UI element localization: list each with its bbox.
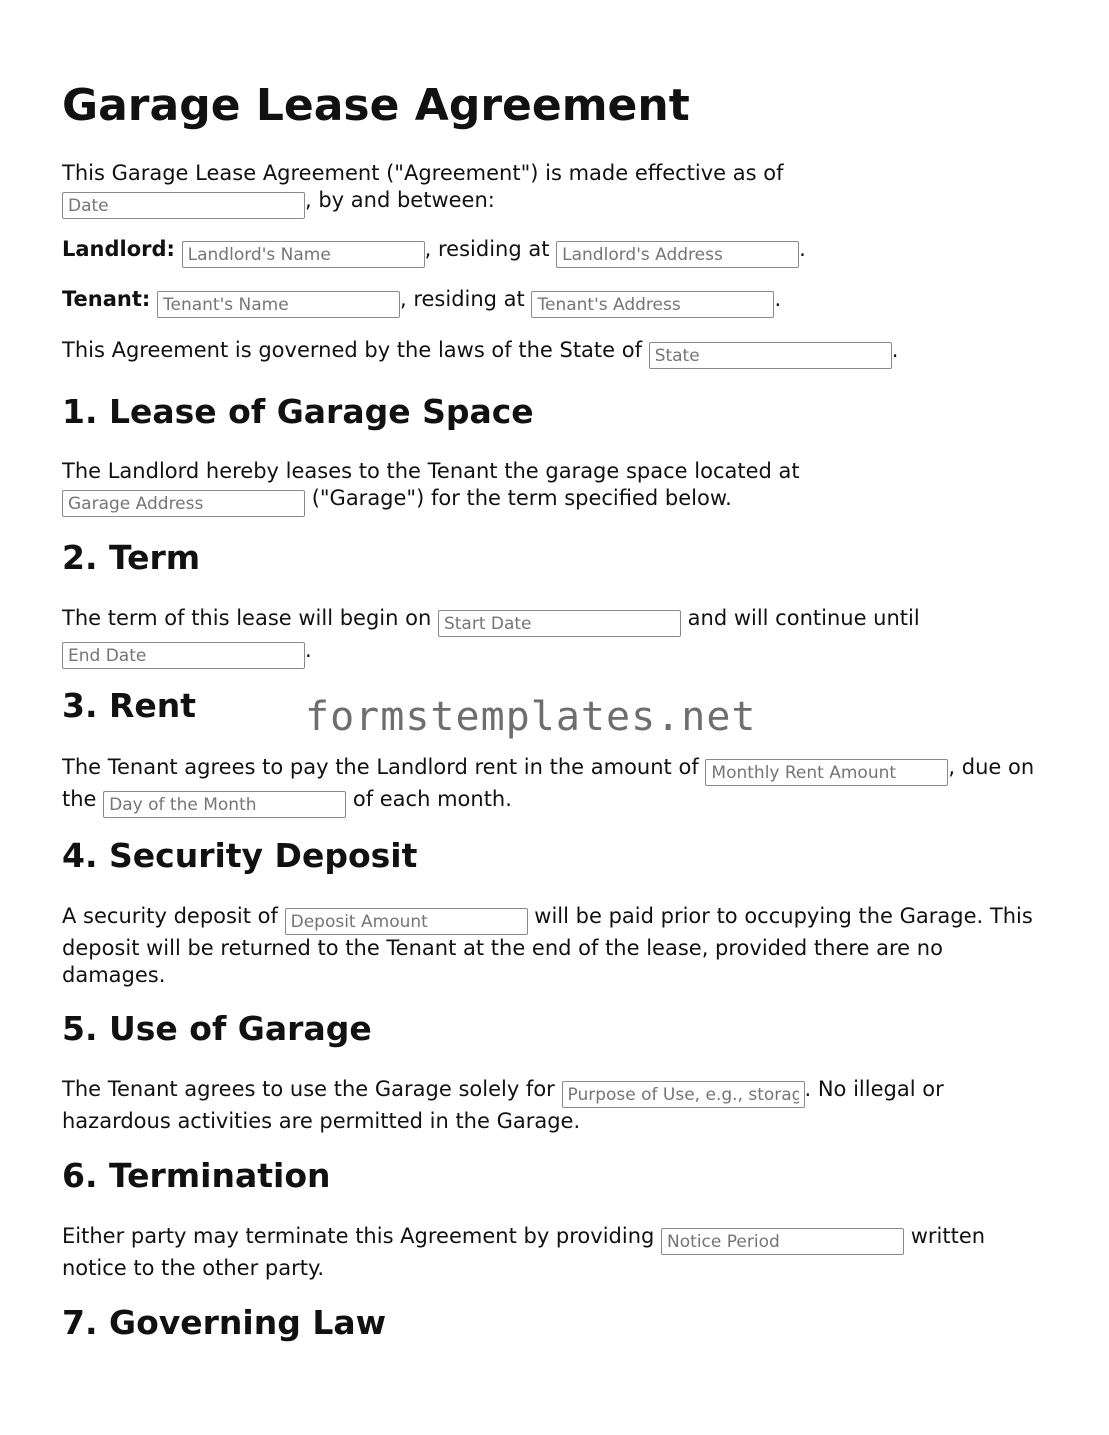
section-heading-law: 7. Governing Law <box>62 1303 387 1342</box>
start-date-input[interactable] <box>438 610 681 637</box>
landlord-label: Landlord: <box>62 237 175 261</box>
governed-line <box>62 337 1047 369</box>
monthly-rent-input[interactable] <box>705 759 948 786</box>
term-text: The term of this lease will begin on <box>62 606 432 630</box>
document-title: Garage Lease Agreement <box>62 80 690 131</box>
section-heading-rent: 3. Rent <box>62 686 197 725</box>
tenant-line <box>62 286 1047 318</box>
section-heading-termination: 6. Termination <box>62 1156 331 1195</box>
lease-paragraph <box>62 458 1047 517</box>
intro-text: This Garage Lease Agreement ("Agreement") is made effective as of <box>62 161 784 185</box>
tenant-end: . <box>774 287 782 311</box>
intro-paragraph <box>62 160 1047 219</box>
intro-text-after: , by and between: <box>305 188 495 212</box>
use-text: The Tenant agrees to use the Garage solely for <box>62 1077 555 1101</box>
landlord-address-input[interactable] <box>556 241 799 268</box>
rent-text-middle: , due on the <box>62 755 1035 811</box>
tenant-residing-text: , residing at <box>399 287 525 311</box>
watermark-text: formstemplates.net <box>305 694 757 740</box>
landlord-end: . <box>799 237 806 261</box>
lease-text-after: ("Garage") for the term specified below. <box>311 486 732 510</box>
landlord-residing-text: , residing at <box>424 237 550 261</box>
governed-text: This Agreement is governed by the laws of the State of <box>62 338 642 362</box>
deposit-text-after: will be paid prior to occupying the Garage. This deposit will be returned to the Tenant at the end of the lease, provided there are no damages. <box>62 904 1033 987</box>
term-end: . <box>305 638 312 662</box>
deposit-amount-input[interactable] <box>285 908 528 935</box>
tenant-address-input[interactable] <box>531 291 774 318</box>
landlord-name-input[interactable] <box>182 241 425 268</box>
tenant-name-input[interactable] <box>157 291 400 318</box>
notice-period-input[interactable] <box>661 1228 904 1255</box>
rent-paragraph <box>62 754 1047 818</box>
end-date-input[interactable] <box>62 642 305 669</box>
section-heading-term: 2. Term <box>62 538 201 577</box>
purpose-input[interactable] <box>562 1081 805 1108</box>
term-paragraph <box>62 605 1047 669</box>
governed-end: . <box>891 338 899 362</box>
termination-text-after: written notice to the other party. <box>62 1224 986 1280</box>
rent-text: The Tenant agrees to pay the Landlord rent in the amount of <box>62 755 699 779</box>
deposit-text: A security deposit of <box>62 904 278 928</box>
landlord-line <box>62 236 1047 268</box>
lease-text: The Landlord hereby leases to the Tenant the garage space located at <box>62 459 800 483</box>
termination-paragraph <box>62 1223 1047 1282</box>
section-heading-use: 5. Use of Garage <box>62 1009 372 1048</box>
garage-address-input[interactable] <box>62 490 305 517</box>
section-heading-deposit: 4. Security Deposit <box>62 836 418 875</box>
term-text-middle: and will continue until <box>687 606 920 630</box>
termination-text: Either party may terminate this Agreement by providing <box>62 1224 655 1248</box>
use-text-after: . No illegal or hazardous activities are permitted in the Garage. <box>62 1077 944 1133</box>
rent-day-input[interactable] <box>103 791 346 818</box>
use-paragraph <box>62 1076 1047 1135</box>
rent-text-after: of each month. <box>352 787 512 811</box>
state-input[interactable] <box>649 342 892 369</box>
deposit-paragraph <box>62 903 1047 989</box>
effective-date-input[interactable] <box>62 192 305 219</box>
tenant-label: Tenant: <box>62 287 151 311</box>
section-heading-lease: 1. Lease of Garage Space <box>62 392 534 431</box>
